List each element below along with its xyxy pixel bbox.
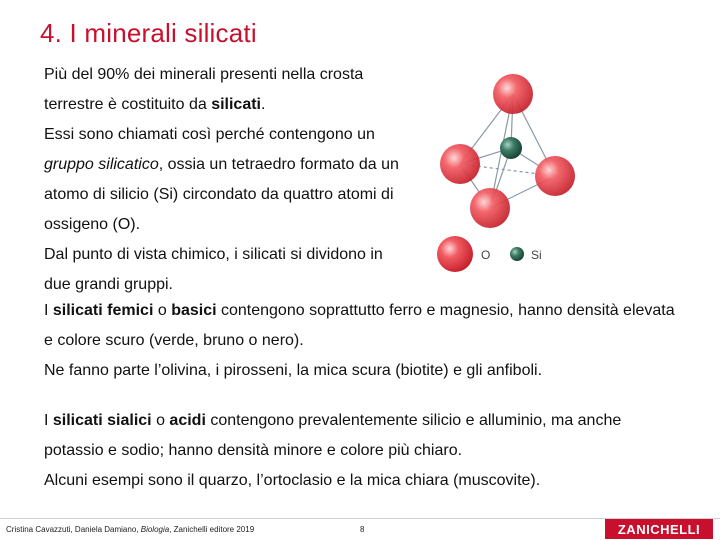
page-number: 8 <box>360 525 365 534</box>
intro-term-gruppo: gruppo silicatico <box>44 156 159 173</box>
intro-term-silicati: silicati <box>211 96 261 113</box>
legend-silicon-label: Si <box>531 248 542 262</box>
acid-term: acidi <box>169 412 206 429</box>
oxygen-atom-bottom <box>470 188 510 228</box>
credits-book-title: Biologia <box>140 525 170 534</box>
silicate-tetrahedron-figure <box>425 60 585 280</box>
oxygen-atom-left <box>440 144 480 184</box>
femic-c: o <box>153 302 172 319</box>
intro-sentence-2c: , ossia un tetraedro formato da un atomo di silicio (Si) circondato da quattro atomi di ossigeno (O). <box>44 156 399 233</box>
femic-paragraph <box>44 296 684 386</box>
oxygen-atom-right <box>535 156 575 196</box>
sialic-examples: Alcuni esempi sono il quarzo, l’ortoclasio e la mica chiara (muscovite). <box>44 472 541 489</box>
silicon-atom <box>500 137 522 159</box>
legend-oxygen-swatch <box>437 236 473 272</box>
femic-term: silicati femici <box>52 302 154 319</box>
page-title: 4. I minerali silicati <box>40 18 257 48</box>
publisher-logo: ZANICHELLI <box>605 519 713 539</box>
sialic-paragraph <box>44 406 684 496</box>
intro-sentence-2a: Essi sono chiamati così perché contengono un <box>44 126 375 143</box>
intro-sentence-1a: Più del 90% dei minerali presenti nella crosta terrestre è costituito da <box>44 66 364 113</box>
basic-term: basici <box>171 302 217 319</box>
femic-examples: Ne fanno parte l’olivina, i pirosseni, la mica scura (biotite) e gli anfiboli. <box>44 362 543 379</box>
sialic-c: o <box>151 412 170 429</box>
credits-publisher: , Zanichelli editore 2019 <box>169 525 255 534</box>
intro-paragraph <box>44 60 404 300</box>
sialic-term: silicati sialici <box>52 412 152 429</box>
intro-sentence-1c: . <box>261 96 266 113</box>
legend-silicon-swatch <box>510 247 524 261</box>
oxygen-atom-top <box>493 74 533 114</box>
intro-sentence-3: Dal punto di vista chimico, i silicati si dividono in due grandi gruppi. <box>44 246 383 293</box>
credits-authors: Cristina Cavazzuti, Daniela Damiano, <box>6 525 141 534</box>
sialic-e: contengono prevalentemente silicio e alluminio, ma anche potassio e sodio; hanno densità minore e colore più chiaro. <box>44 412 622 459</box>
footer-credits <box>6 525 254 534</box>
tetrahedron-diagram <box>425 60 585 280</box>
sialic-a: I <box>44 412 53 429</box>
femic-a: I <box>44 302 53 319</box>
femic-e: contengono soprattutto ferro e magnesio, hanno densità elevata e colore scuro (verde, bruno o nero). <box>44 302 675 349</box>
legend-oxygen-label: O <box>481 248 491 262</box>
